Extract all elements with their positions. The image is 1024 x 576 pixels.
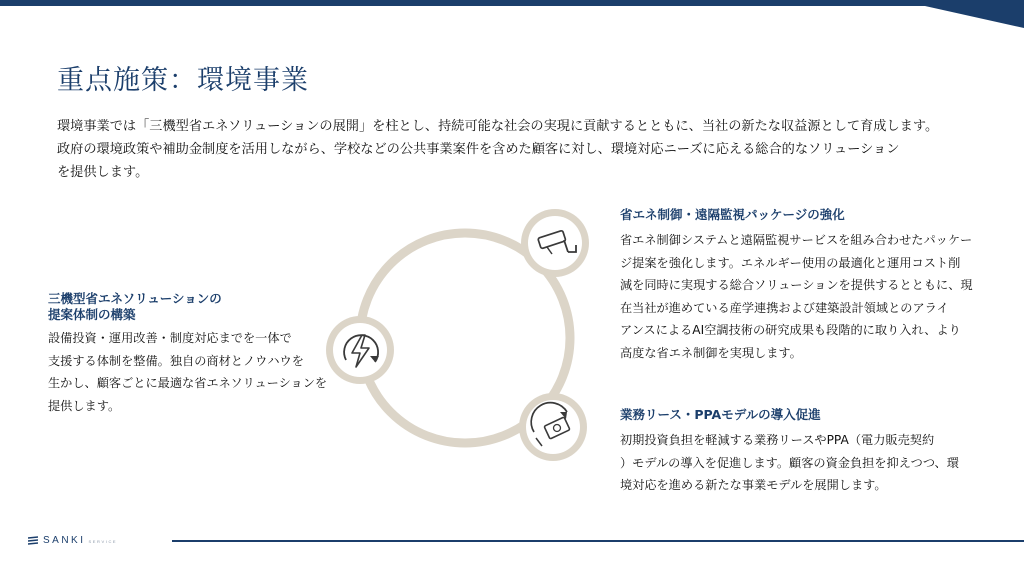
money-cycle-icon — [519, 393, 587, 461]
top-right-block-body-line: 在当社が進めている産学連携および建築設計領域とのアライ — [620, 300, 949, 315]
cycle-diagram — [320, 190, 600, 484]
left-block-body-line: 支援する体制を整備。独自の商材とノウハウを — [48, 353, 304, 368]
left-block-title — [48, 291, 222, 323]
left-block-body — [48, 327, 327, 417]
footer-logo — [28, 535, 117, 546]
intro-line: 政府の環境政策や補助金制度を活用しながら、学校などの公共事業案件を含めた顧客に対し、環境対応ニーズに応える総合的なソリューション — [57, 142, 900, 157]
bottom-right-block-body-line: 境対応を進める新たな事業モデルを展開します。 — [620, 478, 887, 492]
intro-paragraph — [57, 115, 987, 184]
top-right-block-body-line: ジ提案を強化します。エネルギー使用の最適化と運用コスト削 — [620, 255, 961, 270]
bottom-right-block-body-line: 初期投資負担を軽減する業務リースやPPA（電力販売契約 — [620, 433, 935, 447]
footer-divider — [172, 540, 1024, 542]
intro-line: 環境事業では「三機型省エネソリューションの展開」を柱とし、持続可能な社会の実現に貢献するとともに、当社の新たな収益源として育成します。 — [57, 119, 939, 134]
left-block-title-line: 三機型省エネソリューションの — [48, 291, 222, 306]
left-block-title-line: 提案体制の構築 — [48, 307, 136, 322]
brand-name: SANKI — [43, 535, 86, 546]
page-title: 重点施策：環境事業 — [57, 65, 309, 96]
top-right-block-body-line: アンスによるAI空調技術の研究成果も段階的に取り入れ、より — [620, 323, 961, 337]
top-right-block-body — [620, 229, 973, 364]
logo-mark-icon — [28, 536, 38, 546]
top-right-block-body-line: 省エネ制御システムと遠隔監視サービスを組み合わせたパッケー — [620, 233, 973, 247]
bottom-right-block-body — [620, 429, 959, 497]
intro-line: を提供します。 — [57, 165, 149, 180]
bottom-right-block-title: 業務リース・PPAモデルの導入促進 — [620, 407, 821, 422]
left-block-body-line: 生かし、顧客ごとに最適な省エネソリューションを — [48, 376, 328, 390]
top-right-block-body-line: 減を同時に実現する総合ソリューションを提供するとともに、現 — [620, 278, 973, 292]
top-right-block-title: 省エネ制御・遠隔監視パッケージの強化 — [620, 207, 845, 222]
top-accent-bar — [0, 0, 1024, 6]
energy-saving-icon — [326, 316, 394, 384]
left-block-body-line: 設備投資・運用改善・制度対応までを一体で — [48, 331, 292, 345]
surveillance-camera-icon — [521, 209, 589, 277]
left-block-body-line: 提供します。 — [48, 398, 121, 413]
bottom-right-block-body-line: ）モデルの導入を促進します。顧客の資金負担を抑えつつ、環 — [620, 455, 959, 470]
top-right-block-body-line: 高度な省エネ制御を実現します。 — [620, 345, 802, 360]
brand-subtitle: SERVICE — [88, 539, 118, 544]
